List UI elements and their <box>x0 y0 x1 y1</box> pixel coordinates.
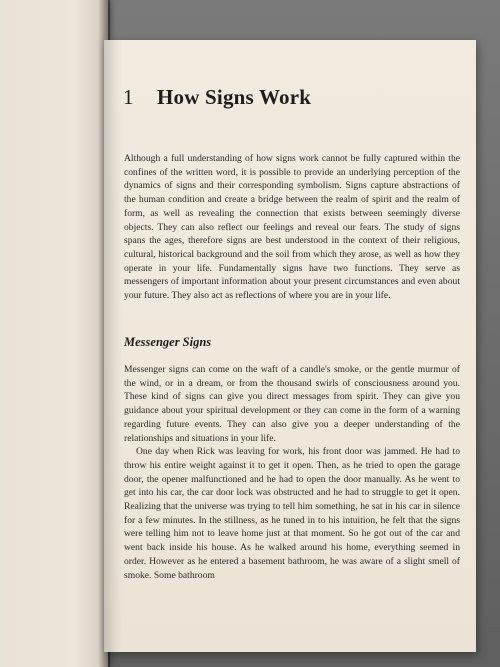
chapter-title: How Signs Work <box>157 85 312 109</box>
section-title: Messenger Signs <box>124 335 212 349</box>
section-paragraph-1: Messenger signs can come on the waft of a candle's smoke, or the gentle murmur of the wind, or in a dream, or from the thousand swirls of consciousness around you. These kind of signs can give you direct messages from spirit. They can give you guidance about your spiritual development or they can come in the form of a warning regarding future events. They can also give you a deeper understanding of the relationships and situations in your life. <box>124 364 460 444</box>
section-paragraph-2: One day when Rick was leaving for work, his front door was jammed. He had to throw his entire weight against it to get it open. Then, as he tried to open the garage door, the opener malfunctioned and he had to open the door manually. As he went to get into his car, the car door lock was obstructed and he had to struggle to get it open. Realizing that the universe was trying to tell him something, he sat in his car in silence for a few minutes. In the stillness, as he tuned in to his intuition, he felt that the signs were telling him not to leave home just at that moment. So he got out of the car and went back inside his house. As he walked around his home, everything seemed in order. However as he entered a basement bathroom, he was aware of a slight smell of smoke. Some bathroom <box>124 446 460 581</box>
intro-paragraph: Although a full understanding of how signs work cannot be fully captured within the confines of the written word, it is possible to provide an underlying perception of the dynamics of signs and their corresponding symbolism. Signs capture abstractions of the human condition and create a bridge between the realm of spirit and the realm of form, as well as revealing the connection that exists between seemingly diverse objects. They can also reflect our feelings and reveal our fears. The study of signs spans the ages, therefore signs are best understood in the context of their religious, cultural, historical background and the soil from which they arose, as well as how they operate in your life. Fundamentally signs have two functions. They serve as messengers of important information about your present circumstances and even about your future. They also act as reflections of where you are in your life. <box>124 153 460 302</box>
section-body <box>124 363 460 582</box>
page-fold-shadow <box>104 40 122 652</box>
intro-block <box>124 152 460 303</box>
left-page <box>0 0 108 667</box>
chapter-heading <box>123 85 311 110</box>
chapter-number: 1 <box>123 85 134 109</box>
